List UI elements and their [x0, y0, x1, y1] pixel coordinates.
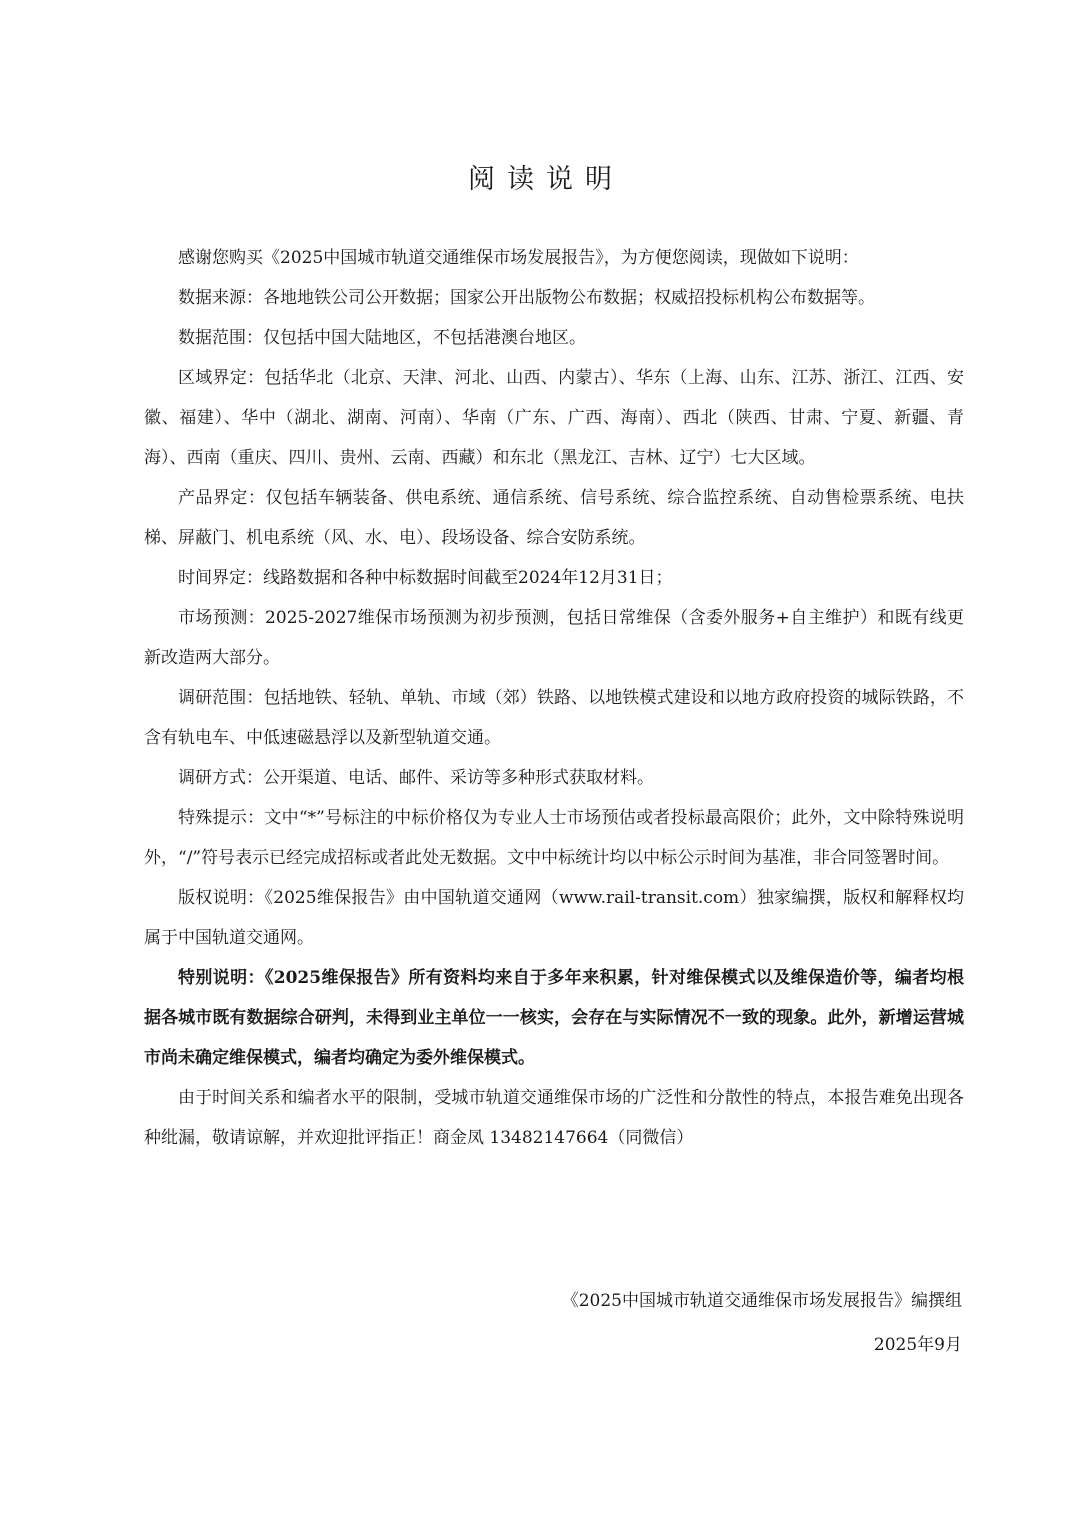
- paragraph-special-notice: 特殊提示：文中“*”号标注的中标价格仅为专业人士市场预估或者投标最高限价；此外，文中除特殊说明外，“/”符号表示已经完成招标或者此处无数据。文中中标统计均以中标公示时间为基准，非合同签署时间。: [144, 808, 964, 868]
- signature-org: 《2025中国城市轨道交通维保市场发展报告》编撰组: [561, 1291, 962, 1311]
- paragraph-intro: 感谢您购买《2025中国城市轨道交通维保市场发展报告》，为方便您阅读，现做如下说明：: [178, 248, 859, 268]
- page-title: 阅读说明: [468, 164, 624, 195]
- paragraph-copyright: 版权说明：《2025维保报告》由中国轨道交通网（www.rail-transit.com）独家编撰，版权和解释权均属于中国轨道交通网。: [144, 888, 964, 948]
- paragraph-research-scope: 调研范围：包括地铁、轻轨、单轨、市域（郊）铁路、以地铁模式建设和以地方政府投资的城际铁路，不含有轨电车、中低速磁悬浮以及新型轨道交通。: [144, 688, 964, 748]
- paragraph-product-definition: 产品界定：仅包括车辆装备、供电系统、通信系统、信号系统、综合监控系统、自动售检票系统、电扶梯、屏蔽门、机电系统（风、水、电）、段场设备、综合安防系统。: [144, 488, 964, 548]
- paragraph-market-forecast: 市场预测：2025-2027维保市场预测为初步预测，包括日常维保（含委外服务+自主维护）和既有线更新改造两大部分。: [144, 608, 964, 668]
- paragraph-data-scope: 数据范围：仅包括中国大陆地区，不包括港澳台地区。: [178, 328, 586, 348]
- signature-date: 2025年9月: [873, 1335, 962, 1355]
- document-body: [144, 238, 964, 1158]
- paragraph-special-statement: 特别说明：《2025维保报告》所有资料均来自于多年来积累，针对维保模式以及维保造价等，编者均根据各城市既有数据综合研判，未得到业主单位一一核实，会存在与实际情况不一致的现象。此外，新增运营城市尚未确定维保模式，编者均确定为委外维保模式。: [144, 968, 964, 1068]
- paragraph-disclaimer: 由于时间关系和编者水平的限制，受城市轨道交通维保市场的广泛性和分散性的特点，本报告难免出现各种纰漏，敬请谅解，并欢迎批评指正！商金凤 13482147664（同微信）: [144, 1088, 964, 1148]
- paragraph-research-method: 调研方式：公开渠道、电话、邮件、采访等多种形式获取材料。: [178, 768, 654, 788]
- paragraph-time-definition: 时间界定：线路数据和各种中标数据时间截至2024年12月31日；: [178, 568, 673, 588]
- paragraph-region-definition: 区域界定：包括华北（北京、天津、河北、山西、内蒙古）、华东（上海、山东、江苏、浙江、江西、安徽、福建）、华中（湖北、湖南、河南）、华南（广东、广西、海南）、西北（陕西、甘肃、宁夏、新疆、青海）、西南（重庆、四川、贵州、云南、西藏）和东北（黑龙江、吉林、辽宁）七大区域。: [144, 368, 964, 468]
- signature-block: [562, 1279, 962, 1367]
- paragraph-data-source: 数据来源：各地地铁公司公开数据；国家公开出版物公布数据；权威招投标机构公布数据等。: [178, 288, 875, 308]
